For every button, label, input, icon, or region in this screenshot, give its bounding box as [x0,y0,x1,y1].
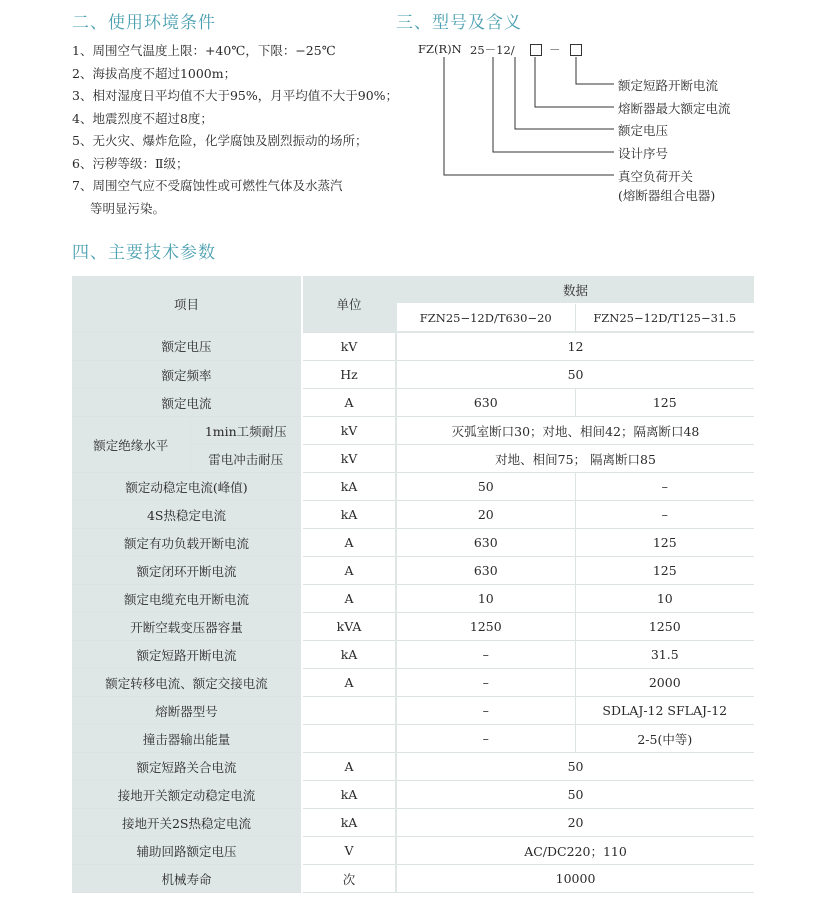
table-header-row [72,276,754,304]
row-value-model-2: SDLAJ-12 SFLAJ-12 [575,697,754,725]
row-value: 灭弧室断口30；对地、相间42；隔离断口48 [396,417,754,445]
table-row [72,613,754,641]
row-value-model-1: 630 [396,557,575,585]
model-label-breaking-current: 额定短路开断电流 [618,78,719,93]
condition-item: 4、地震烈度不超过8度； [72,110,213,126]
table-row [72,389,754,417]
table-row [72,501,754,529]
row-value-model-1: 10 [396,585,575,613]
header-data: 数据 [396,276,754,304]
table-row [72,361,754,389]
model-code-dash: － [549,43,561,57]
condition-item: 7、周围空气应不受腐蚀性或可燃性气体及水蒸汽 [72,178,343,193]
row-value-model-2: 2000 [575,669,754,697]
row-value: 50 [396,753,754,781]
table-row [72,781,754,809]
model-label-switch-note: (熔断器组合电器) [618,188,716,203]
condition-item-continued: 等明显污染。 [90,200,166,216]
model-label-voltage: 额定电压 [618,123,669,138]
row-value-model-1: 1250 [396,613,575,641]
row-unit: 次 [302,865,396,893]
row-value-model-2: 2-5(中等) [575,725,754,753]
row-value: 12 [396,332,754,361]
row-unit: kV [302,417,396,445]
row-label: 额定电流 [72,389,302,417]
row-label: 接地开关额定动稳定电流 [72,781,302,809]
row-sub-label: 雷电冲击耐压 [190,445,302,473]
row-value: 20 [396,809,754,837]
table-row [72,697,754,725]
row-label: 额定短路关合电流 [72,753,302,781]
row-label: 接地开关2S热稳定电流 [72,809,302,837]
row-label: 开断空载变压器容量 [72,613,302,641]
row-value-model-1: 630 [396,529,575,557]
row-value-model-1: – [396,669,575,697]
table-row [72,641,754,669]
model-designation-diagram [418,40,818,220]
row-unit: V [302,837,396,865]
technical-parameters-table [72,276,754,893]
row-value-model-2: 125 [575,389,754,417]
row-unit: kA [302,781,396,809]
row-value-model-2: 125 [575,557,754,585]
environment-conditions-list [72,40,412,220]
row-label: 额定转移电流、额定交接电流 [72,669,302,697]
table-row [72,865,754,893]
condition-item: 2、海拔高度不超过1000m； [72,65,237,81]
table-row [72,529,754,557]
row-value-model-1: – [396,641,575,669]
row-label: 4S热稳定电流 [72,501,302,529]
row-value: 对地、相间75； 隔离断口85 [396,445,754,473]
header-unit: 单位 [302,276,396,332]
row-label: 额定闭环开断电流 [72,557,302,585]
model-label-design-number: 设计序号 [618,146,669,161]
row-unit [302,725,396,753]
header-item: 项目 [72,276,302,332]
table-row [72,585,754,613]
row-label: 额定电缆充电开断电流 [72,585,302,613]
condition-item: 1、周围空气温度上限：+40℃，下限：−25℃ [72,43,336,58]
row-unit: Hz [302,361,396,389]
row-value-model-2: 31.5 [575,641,754,669]
table-row [72,725,754,753]
row-value-model-1: 630 [396,389,575,417]
row-label: 额定频率 [72,361,302,389]
row-unit: kA [302,473,396,501]
row-unit [302,697,396,725]
row-label: 机械寿命 [72,865,302,893]
table-row [72,473,754,501]
row-unit: kVA [302,613,396,641]
header-model-1: FZN25−12D/T630−20 [396,304,575,333]
row-unit: kV [302,332,396,361]
row-unit: A [302,669,396,697]
condition-item: 6、污秽等级：Ⅱ级； [72,155,189,171]
table-row [72,809,754,837]
model-code-prefix: FZ(R)N [418,42,462,56]
row-unit: A [302,753,396,781]
row-unit: kA [302,501,396,529]
table-row [72,669,754,697]
row-value-model-1: 20 [396,501,575,529]
condition-item: 3、相对湿度日平均值不大于95%，月平均值不大于90%； [72,88,399,103]
row-value-model-2: – [575,501,754,529]
row-label: 撞击器输出能量 [72,725,302,753]
row-group-label: 额定绝缘水平 [72,417,190,473]
row-value-model-2: 125 [575,529,754,557]
row-value-model-2: 10 [575,585,754,613]
condition-item: 5、无火灾、爆炸危险，化学腐蚀及剧烈振动的场所； [72,133,368,148]
model-label-switch: 真空负荷开关 [618,169,694,184]
model-label-fuse-current: 熔断器最大额定电流 [618,101,731,116]
row-value: AC/DC220；110 [396,837,754,865]
row-value: 10000 [396,865,754,893]
row-unit: kV [302,445,396,473]
row-value-model-2: 1250 [575,613,754,641]
row-value-model-1: 50 [396,473,575,501]
row-sub-label: 1min工频耐压 [190,417,302,445]
row-label: 辅助回路额定电压 [72,837,302,865]
section-title-model: 三、型号及含义 [396,13,522,33]
table-row [72,753,754,781]
model-code-series: 25－12/ [470,43,515,57]
table-row [72,557,754,585]
row-unit: A [302,389,396,417]
row-unit: kA [302,641,396,669]
table-row [72,332,754,361]
row-unit: kA [302,809,396,837]
row-value: 50 [396,781,754,809]
row-value-model-2: – [575,473,754,501]
row-label: 熔断器型号 [72,697,302,725]
row-value: 50 [396,361,754,389]
header-model-2: FZN25−12D/T125−31.5 [575,304,754,333]
row-value-model-1: – [396,697,575,725]
section-title-params: 四、主要技术参数 [72,243,216,263]
row-label: 额定有功负载开断电流 [72,529,302,557]
row-unit: A [302,585,396,613]
row-unit: A [302,557,396,585]
row-label: 额定电压 [72,332,302,361]
row-value-model-1: – [396,725,575,753]
table-row [72,837,754,865]
row-unit: A [302,529,396,557]
section-title-env: 二、使用环境条件 [72,13,216,33]
row-label: 额定短路开断电流 [72,641,302,669]
table-row [72,417,754,445]
row-label: 额定动稳定电流(峰值) [72,473,302,501]
